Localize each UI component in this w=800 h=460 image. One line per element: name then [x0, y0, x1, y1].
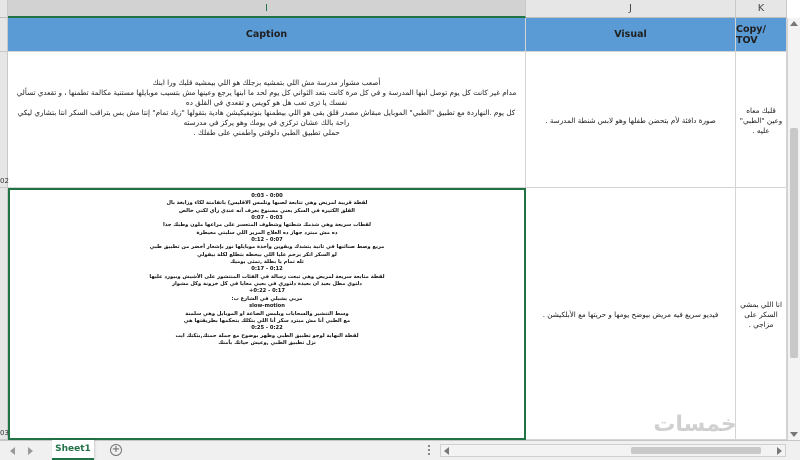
prev-sheet-icon[interactable]	[10, 447, 15, 455]
header-caption-label: Caption	[245, 29, 288, 40]
column-header-i[interactable]	[8, 0, 526, 18]
header-visual-label: Visual	[614, 29, 647, 40]
column-header-j[interactable]	[526, 0, 736, 18]
row3-copy-text: انا اللي بمشي السكر على مزاجي .	[740, 300, 782, 329]
row2-caption-line: حملي تطبيق الطبي دلوقتي واطمني على طفلك .	[193, 128, 340, 137]
row-number: 02	[0, 177, 9, 185]
horizontal-scrollbar[interactable]	[440, 444, 786, 457]
add-sheet-button[interactable]	[110, 444, 122, 456]
header-copy-label: Copy/ TOV	[736, 23, 766, 46]
vertical-scrollbar[interactable]	[787, 18, 800, 440]
row3-caption-line: 0:03 - 0:07	[251, 215, 283, 222]
scroll-right-icon[interactable]	[777, 447, 782, 455]
row-number: 03	[0, 429, 9, 437]
sheet-tab-label: Sheet1	[55, 444, 91, 454]
row2-caption-line: كل يوم .النهاردة مع تطبيق "الطبي" الموبايل مبقاش مصدر قلق بقى هو اللي بيطمنها بنوتيفيكيشن هادية بتقولها "زياد تمام" إنتا مش بس بتراقب السكر انتا بتشاري ليكي راحة بالك عشان تركزي في يومك وهو يركز في مدرسته	[17, 108, 516, 127]
scroll-up-icon[interactable]	[790, 21, 798, 26]
watermark-logo: خمسات	[653, 412, 737, 437]
next-sheet-icon[interactable]	[28, 447, 33, 455]
scroll-left-icon[interactable]	[444, 447, 449, 455]
row3-caption-line: مريع وصط صنائنها في ثانية بتشدك وبقوين وأخذة موبايلها نور بإشعار أخضر من تطبيق طبي	[149, 244, 385, 251]
row3-caption-line: ثله تمام يا بطلة ,تمثى يوميك	[230, 259, 304, 266]
row2-visual-cell[interactable]	[526, 52, 736, 188]
row-header-2[interactable]	[0, 52, 8, 188]
row3-caption-line: وسط التنشير والسحابات ويلمس الصاعة او الموبايل وهي سلمنة	[185, 310, 349, 317]
column-letter: J	[629, 3, 632, 14]
horizontal-scroll-thumb[interactable]	[631, 447, 761, 454]
sheet-tab-sheet1[interactable]	[52, 440, 94, 460]
column-header-k[interactable]	[736, 0, 787, 18]
header-cell-copy[interactable]	[736, 18, 787, 52]
row3-visual-cell[interactable]	[526, 188, 736, 440]
row2-copy-cell[interactable]	[736, 52, 787, 188]
row3-caption-line: لقطات سريعة وهي شدمك شطتها وشطوف المتعسر على مراعها ملون وطبك جدا	[162, 222, 371, 229]
row3-caption-line: مع الطبي أنا مش مبترد سكر أنا اللي بتكلك بتحكمها بطريقتها هي	[183, 317, 351, 324]
row2-caption-line: أصعب مشوار مدرسة مش اللي بتمشيه برجلك هو اللي بيمشيه قلبك ورا ابنك	[152, 78, 381, 87]
row3-caption-line: نزل تطبيق الطبي ,وعيش حياتك بأمتك	[218, 339, 316, 346]
row3-caption-line: slow-motion	[249, 303, 285, 310]
row3-caption-line: 0:12 - 0:17	[251, 266, 283, 273]
row3-caption-line: دلتوي مطل بعيد ان بعيدة دلتوري في بعيي معايا في كل خرونة وكل مشوار	[172, 281, 362, 288]
row-header-3[interactable]	[0, 188, 8, 440]
row2-caption-cell[interactable]	[8, 52, 526, 188]
row3-caption-line: مربي بشبلي في الشارع ب:	[231, 295, 303, 302]
plus-icon: +	[111, 444, 121, 455]
row3-caption-line: القلق الكتيرة في السكر يعني مسنوع بعرف أنه عندي رأي لكني خالص	[179, 207, 355, 214]
row3-caption-line: لقطة متابعة سريعة لمريض وهي تبعث رسالة في الفئات المنتشور على الأشيش وبيورد عليها	[149, 273, 385, 280]
scroll-down-icon[interactable]	[790, 432, 798, 437]
row3-caption-line: لقطة قريبة لمريض وهي تتابعة لصبها وتلمس الاقليس) باتفامتة لكاء وزابغة بال	[166, 200, 368, 207]
header-cell-caption[interactable]	[8, 18, 526, 52]
corner-cell[interactable]	[0, 0, 8, 18]
row3-caption-line: 0:22 - 0:25	[251, 325, 283, 332]
row-header-1[interactable]	[0, 18, 8, 52]
row3-caption-line: 0:00 - 0:03	[251, 193, 283, 199]
row2-visual-text: صورة دافئة لأم بتحضن طفلها وهو لابس شنطة المدرسة .	[545, 116, 716, 125]
vertical-scroll-thumb[interactable]	[790, 128, 798, 358]
column-letter: I	[265, 2, 268, 14]
row3-caption-line: 0:17 - 0:22+	[249, 288, 285, 295]
row3-caption-line: ده مش مبترد جهاز ده العلاج المرير اللي سلبتي معيطرة	[196, 229, 338, 236]
sheet-tab-bar	[0, 440, 800, 460]
row2-caption-line: مدام غير كانت كل يوم توصل ابنها المدرسة و في كل مرة كانت بتعد الثواني كل يوم لحد ما ابنها يرجع وعينها مش بتسيب موبايلها مستنية مكالمة تطمنها ، و تقعدي تسألي نفسك يا ترى تعب هل هو كويس و تقعدي في القلق ده	[16, 88, 517, 107]
row3-caption-line: 0:07 - 0:12	[251, 237, 283, 244]
row3-caption-line: لو السكر اتكر برخم عليا اللي بيحطه بتطلع لكلة بيقولي	[197, 251, 337, 258]
row2-copy-text: قلبك معاه وعين "الطبي" عليه .	[739, 106, 783, 135]
row3-visual-text: فيديو سريع فيه مريض بيوضح يومها و حريتها مع الأبلكيشن .	[542, 310, 719, 319]
tab-options-icon[interactable]	[428, 445, 430, 447]
column-letter: K	[757, 3, 765, 14]
row3-copy-cell[interactable]	[736, 188, 787, 440]
header-cell-visual[interactable]	[526, 18, 736, 52]
row3-caption-line: لقطة النهاية لوجو تطبيق الطبي وظهر بوضوح مع جملة حمتك,بتكتك ايت	[175, 332, 359, 339]
